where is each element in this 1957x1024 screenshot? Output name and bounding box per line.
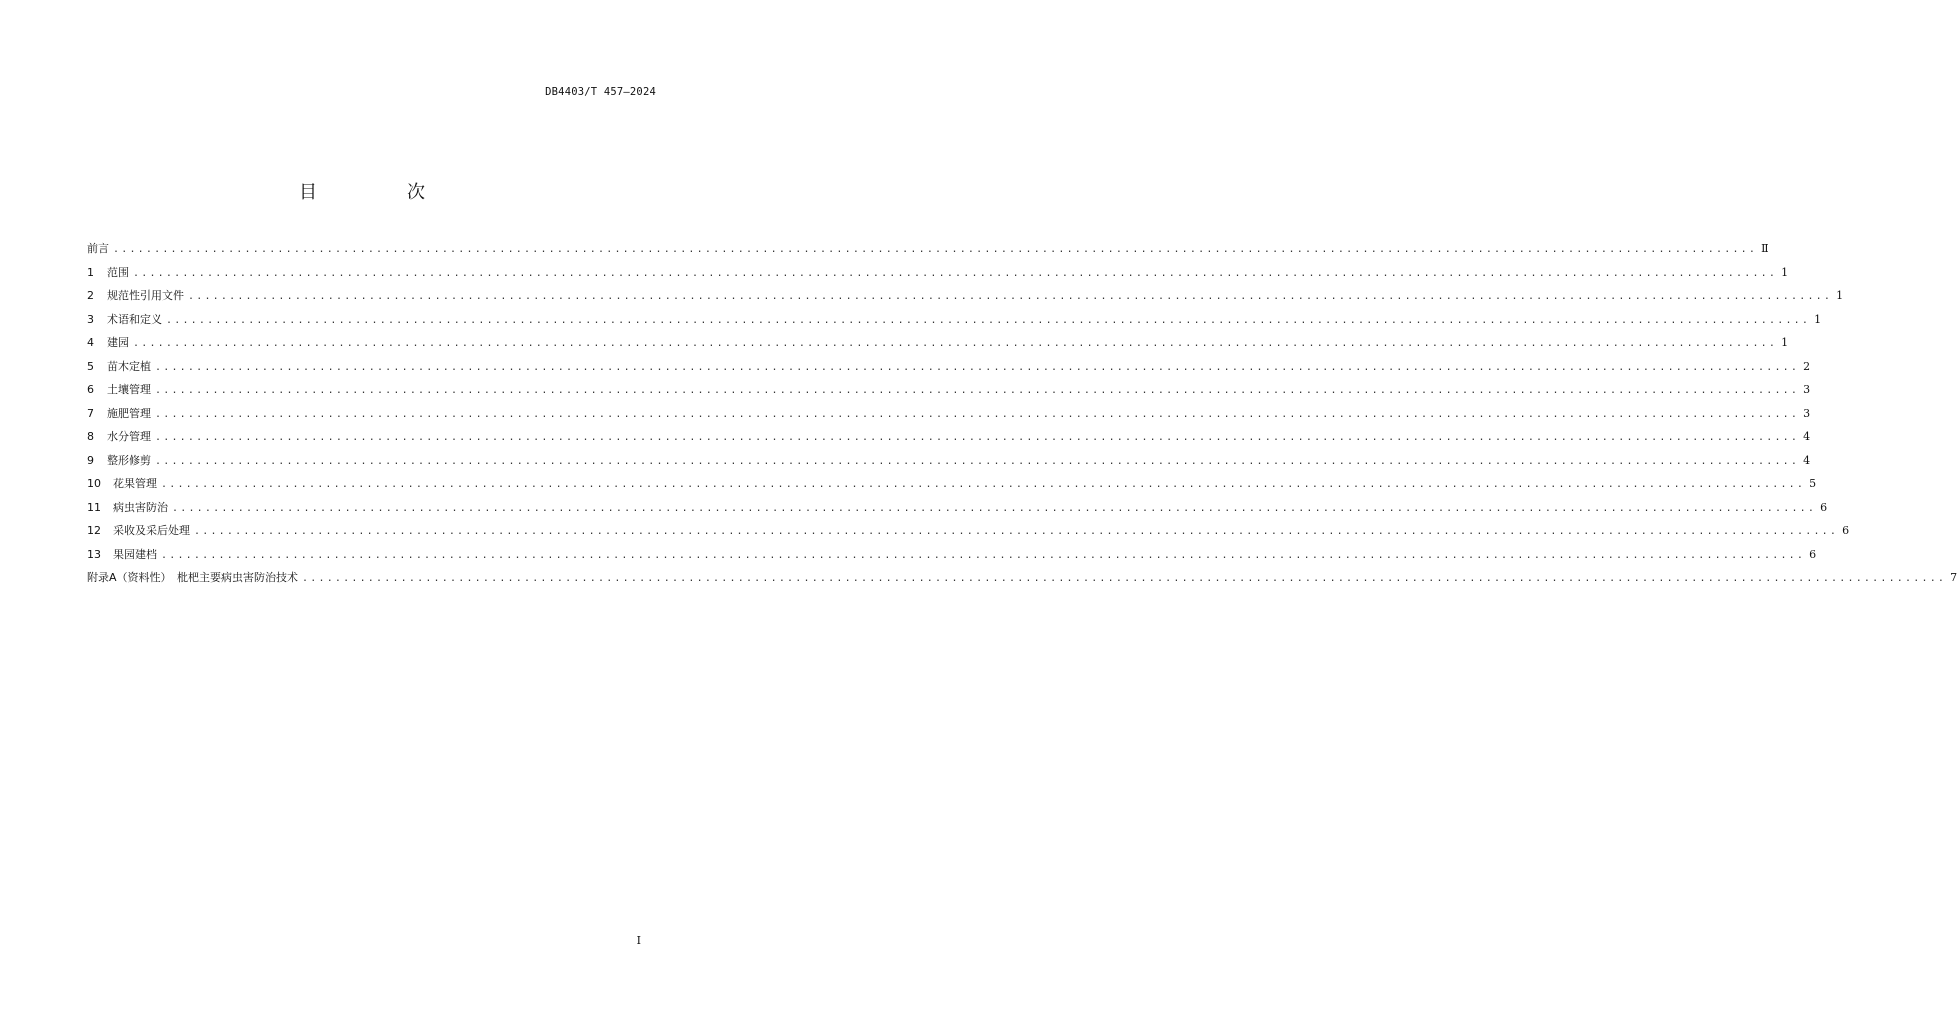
toc-entry-title: 施肥管理 (107, 406, 151, 420)
toc-entry[interactable] (87, 381, 1811, 405)
toc-entry-number: 2 (87, 289, 94, 302)
toc-leader-dots: ........................................................................................................................................................................................................ (161, 549, 1806, 561)
table-of-contents (87, 240, 1957, 593)
toc-entry-title: 水分管理 (107, 430, 151, 443)
toc-entry-label (87, 311, 162, 327)
toc-leader-dots: ........................................................................................................................................................................................................ (194, 526, 1839, 537)
toc-entry-label (87, 240, 109, 256)
toc-entry-number: 13 (87, 547, 101, 561)
toc-entry-page: 3 (1803, 406, 1811, 420)
toc-entry-page: 1 (1781, 265, 1789, 279)
toc-entry-number: 4 (87, 336, 94, 349)
toc-entry-number: 1 (87, 265, 94, 279)
toc-entry[interactable] (87, 569, 1957, 593)
toc-leader-dots: ........................................................................................................................................................................................................ (133, 267, 1778, 279)
toc-entry-title: 果园建档 (113, 547, 157, 561)
toc-entry-number: 8 (87, 430, 94, 443)
toc-leader-dots: ........................................................................................................................................................................................................ (155, 385, 1800, 396)
toc-title: 目 次 (299, 182, 461, 203)
toc-entry-label (87, 287, 184, 303)
toc-leader-dots: ........................................................................................................................................................................................................ (155, 408, 1800, 420)
toc-entry-title: 规范性引用文件 (107, 289, 184, 302)
toc-entry[interactable] (87, 264, 1789, 288)
toc-entry-page: 6 (1809, 547, 1817, 561)
toc-entry-label (87, 264, 129, 280)
toc-entry-label (87, 499, 168, 515)
toc-leader-dots: ........................................................................................................................................................................................................ (172, 502, 1817, 514)
toc-entry[interactable] (87, 358, 1811, 382)
toc-entry[interactable] (87, 452, 1811, 476)
toc-entry-page: 1 (1836, 289, 1844, 302)
toc-entry[interactable] (87, 499, 1828, 523)
toc-entry[interactable] (87, 334, 1789, 358)
page-number: I (636, 934, 641, 947)
toc-entry-title: 建园 (107, 336, 129, 349)
toc-entry-title: 采收及采后处理 (113, 524, 190, 537)
toc-leader-dots: ........................................................................................................................................................................................................ (161, 479, 1806, 490)
toc-leader-dots: ........................................................................................................................................................................................................ (155, 432, 1800, 443)
toc-entry[interactable] (87, 428, 1811, 452)
toc-leader-dots: ........................................................................................................................................................................................................ (188, 291, 1833, 302)
toc-entry-page: 2 (1803, 359, 1811, 373)
toc-entry-page: 1 (1781, 336, 1789, 349)
toc-leader-dots: ........................................................................................................................................................................................................ (155, 361, 1800, 373)
toc-entry-label (87, 522, 190, 538)
toc-entry-label (87, 405, 151, 421)
toc-entry-label (87, 452, 151, 468)
toc-entry[interactable] (87, 405, 1811, 429)
toc-entry-title: 病虫害防治 (113, 500, 168, 514)
toc-entry-number: 6 (87, 383, 94, 396)
toc-entry-label (87, 381, 151, 397)
toc-entry-title: 土壤管理 (107, 383, 151, 396)
toc-entry-number: 5 (87, 359, 94, 373)
toc-entry-title: 花果管理 (113, 477, 157, 490)
toc-entry-number: 11 (87, 500, 101, 514)
toc-leader-dots: ........................................................................................................................................................................................................ (302, 573, 1947, 584)
toc-entry-title: 附录A（资料性） 枇杷主要病虫害防治技术 (87, 571, 299, 584)
toc-entry-title: 整形修剪 (107, 453, 151, 467)
toc-entry[interactable] (87, 546, 1817, 570)
toc-entry-page: Ⅱ (1761, 242, 1769, 255)
toc-entry-page: 3 (1803, 383, 1811, 396)
toc-leader-dots: ........................................................................................................................................................................................................ (155, 455, 1800, 467)
document-code: DB4403/T 457—2024 (545, 86, 656, 98)
toc-entry-number: 10 (87, 477, 101, 490)
toc-entry-number: 3 (87, 312, 94, 326)
toc-entry-number: 9 (87, 453, 94, 467)
toc-entry-label (87, 546, 157, 562)
toc-entry-label (87, 428, 151, 444)
toc-leader-dots: ........................................................................................................................................................................................................ (133, 338, 1778, 349)
toc-entry-label (87, 569, 298, 585)
toc-entry[interactable] (87, 240, 1769, 264)
toc-entry-label (87, 334, 129, 350)
toc-entry-page: 6 (1842, 524, 1850, 537)
toc-entry-title: 苗木定植 (107, 359, 151, 373)
toc-entry-page: 5 (1809, 477, 1817, 490)
toc-entry-page: 4 (1803, 430, 1811, 443)
toc-entry[interactable] (87, 287, 1844, 311)
toc-entry-title: 术语和定义 (107, 312, 162, 326)
toc-entry-label (87, 475, 157, 491)
toc-leader-dots: ........................................................................................................................................................................................................ (166, 314, 1811, 326)
toc-entry-number: 12 (87, 524, 101, 537)
toc-entry-title: 范围 (107, 265, 129, 279)
toc-entry-page: 1 (1814, 312, 1822, 326)
toc-entry-title: 前言 (87, 242, 109, 255)
toc-entry[interactable] (87, 522, 1850, 546)
toc-entry-label (87, 358, 151, 374)
toc-entry-page: 4 (1803, 453, 1811, 467)
toc-entry-page: 7 (1950, 571, 1957, 584)
toc-entry-page: 6 (1820, 500, 1828, 514)
toc-entry-number: 7 (87, 406, 94, 420)
toc-entry[interactable] (87, 311, 1822, 335)
toc-entry[interactable] (87, 475, 1817, 499)
toc-leader-dots: ........................................................................................................................................................................................................ (113, 244, 1758, 255)
